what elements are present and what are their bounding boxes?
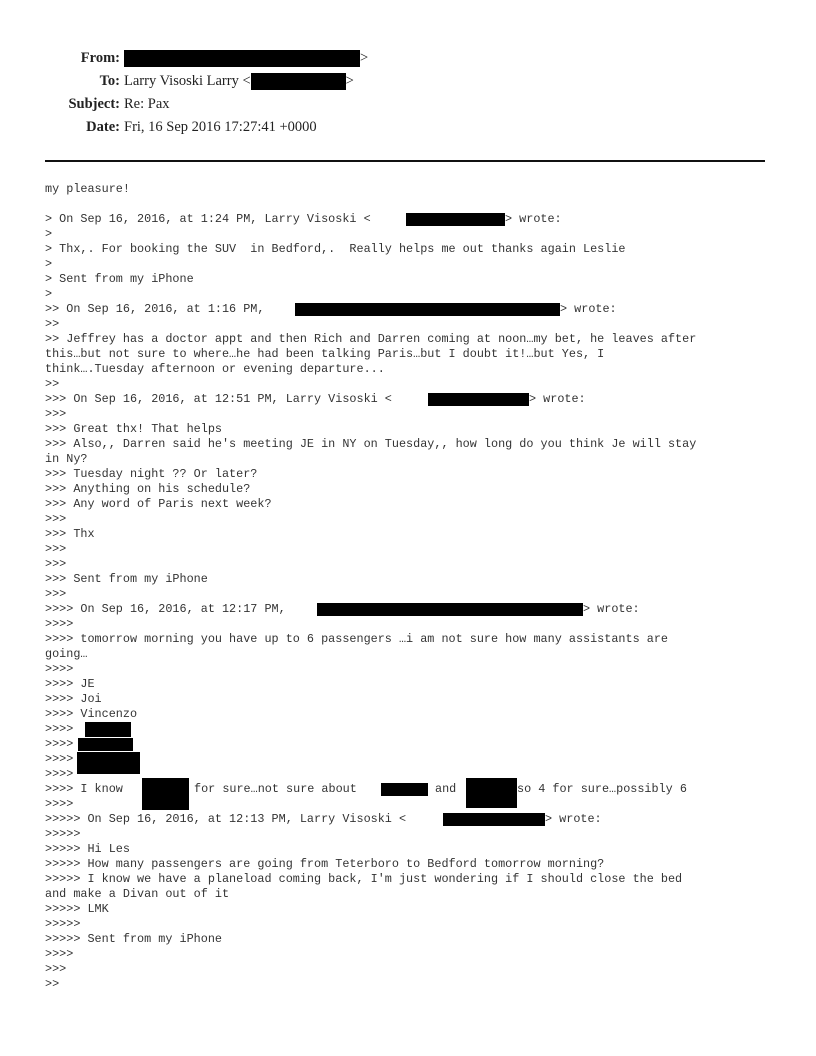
body-line [45, 542, 770, 557]
date-label: Date: [86, 119, 120, 135]
body-line [45, 632, 770, 647]
body-line [45, 272, 770, 287]
body-line [45, 797, 770, 812]
body-line [45, 737, 770, 752]
line-text: >>>> Vincenzo [45, 707, 138, 721]
from-label: From: [80, 50, 120, 66]
line-text: >>>> JE [45, 677, 95, 691]
redaction-block [317, 603, 583, 616]
line-text: >>> Also,, Darren said he's meeting JE in NY on Tuesday,, how long do you think Je will stay [45, 437, 697, 451]
line-text: >>>>> Hi Les [45, 842, 130, 856]
body-line [45, 287, 770, 302]
line-text: >> [45, 977, 60, 991]
line-text: >>>> [45, 662, 74, 676]
body-line [45, 782, 770, 797]
line-text: > Thx,. For booking the SUV in Bedford,. Really helps me out thanks again Leslie [45, 242, 626, 256]
body-line [45, 182, 770, 197]
line-text: >>>> [45, 767, 74, 781]
body-line [45, 587, 770, 602]
body-line [45, 332, 770, 347]
body-line [45, 962, 770, 977]
body-line [45, 452, 770, 467]
email-body [45, 182, 770, 992]
line-text: >>> [45, 512, 67, 526]
body-line [45, 677, 770, 692]
body-line [45, 437, 770, 452]
line-text: >>> On Sep 16, 2016, at 12:51 PM, Larry Visoski < [45, 392, 392, 406]
line-text: going… [45, 647, 88, 661]
line-text: >>>>> Sent from my iPhone [45, 932, 222, 946]
body-line [45, 317, 770, 332]
body-line [45, 617, 770, 632]
redaction-block [78, 738, 133, 751]
line-text: >> [45, 317, 60, 331]
line-text: think….Tuesday afternoon or evening departure... [45, 362, 385, 376]
line-text: >> Jeffrey has a doctor appt and then Rich and Darren coming at noon…my bet, he leaves after [45, 332, 697, 346]
body-line [45, 197, 770, 212]
body-line [45, 947, 770, 962]
line-text: >>> Great thx! That helps [45, 422, 222, 436]
body-line [45, 662, 770, 677]
redaction-block [443, 813, 545, 826]
line-text: > wrote: [583, 602, 640, 616]
redaction-block [295, 303, 560, 316]
body-line [45, 422, 770, 437]
redaction-block [85, 722, 131, 737]
line-text: and [435, 782, 457, 796]
redaction-block [251, 73, 346, 90]
body-line [45, 902, 770, 917]
line-text: >>>> Joi [45, 692, 102, 706]
line-text: > wrote: [505, 212, 562, 226]
body-line [45, 827, 770, 842]
redaction-block [406, 213, 505, 226]
body-line [45, 602, 770, 617]
line-text: >>> Tuesday night ?? Or later? [45, 467, 258, 481]
body-line [45, 512, 770, 527]
body-line [45, 692, 770, 707]
line-text: my pleasure! [45, 182, 130, 196]
body-line [45, 257, 770, 272]
line-text: > Sent from my iPhone [45, 272, 194, 286]
date-value: Fri, 16 Sep 2016 17:27:41 +0000 [124, 119, 317, 135]
body-line [45, 242, 770, 257]
line-text: >> On Sep 16, 2016, at 1:16 PM, [45, 302, 265, 316]
body-line [45, 812, 770, 827]
body-line [45, 977, 770, 992]
line-text: >>>> [45, 797, 74, 811]
line-text: >> [45, 377, 60, 391]
body-line [45, 527, 770, 542]
redaction-block [428, 393, 529, 406]
from-value [124, 50, 368, 67]
line-text: >>> Anything on his schedule? [45, 482, 251, 496]
body-line [45, 917, 770, 932]
line-text: > wrote: [529, 392, 586, 406]
body-line [45, 212, 770, 227]
line-text: > [45, 227, 53, 241]
redaction-block [124, 50, 360, 67]
body-line [45, 752, 770, 767]
line-text: > wrote: [560, 302, 617, 316]
subject-label: Subject: [68, 96, 120, 112]
line-text: >>>> [45, 752, 74, 766]
line-text: >>>>> On Sep 16, 2016, at 12:13 PM, Larry Visoski < [45, 812, 407, 826]
line-text: for sure…not sure about [194, 782, 357, 796]
line-text: >>> Sent from my iPhone [45, 572, 208, 586]
body-line [45, 392, 770, 407]
body-line [45, 707, 770, 722]
body-line [45, 857, 770, 872]
line-text: >>> [45, 557, 67, 571]
line-text: >>>> [45, 947, 74, 961]
to-tail: > [345, 73, 354, 89]
to-value [124, 73, 354, 90]
line-text: >>>>> LMK [45, 902, 109, 916]
body-line [45, 407, 770, 422]
line-text: >>>> On Sep 16, 2016, at 12:17 PM, [45, 602, 286, 616]
body-line [45, 467, 770, 482]
line-text: >>> Any word of Paris next week? [45, 497, 272, 511]
line-text: >>> Thx [45, 527, 95, 541]
body-line [45, 572, 770, 587]
body-line [45, 722, 770, 737]
line-text: >>>> [45, 617, 74, 631]
line-text: >>>> [45, 722, 74, 736]
body-line [45, 482, 770, 497]
body-line [45, 227, 770, 242]
body-line [45, 647, 770, 662]
body-line [45, 302, 770, 317]
body-line [45, 842, 770, 857]
line-text: >>> [45, 587, 67, 601]
body-line [45, 872, 770, 887]
to-label: To: [99, 73, 120, 89]
body-line [45, 377, 770, 392]
line-text: this…but not sure to where…he had been talking Paris…but I doubt it!…but Yes, I [45, 347, 605, 361]
line-text: and make a Divan out of it [45, 887, 230, 901]
line-text: >>> [45, 407, 67, 421]
line-text: >>>> [45, 737, 74, 751]
line-text: >>> [45, 542, 67, 556]
line-text: >>> [45, 962, 67, 976]
body-line [45, 347, 770, 362]
line-text: >>>> tomorrow morning you have up to 6 passengers …i am not sure how many assistants are [45, 632, 668, 646]
line-text: >>>>> [45, 827, 81, 841]
body-line [45, 932, 770, 947]
line-text: in Ny? [45, 452, 88, 466]
line-text: >>>> I know [45, 782, 123, 796]
body-line [45, 497, 770, 512]
line-text: > wrote: [545, 812, 602, 826]
line-text: >>>>> I know we have a planeload coming back, I'm just wondering if I should close the bed [45, 872, 683, 886]
body-line [45, 362, 770, 377]
line-text: >>>>> [45, 917, 81, 931]
line-text: so 4 for sure…possibly 6 [517, 782, 687, 796]
line-text: > [45, 257, 53, 271]
line-text: > [45, 287, 53, 301]
body-line [45, 557, 770, 572]
header-divider [45, 160, 765, 162]
to-name: Larry Visoski Larry < [124, 73, 251, 89]
line-text: >>>>> How many passengers are going from Teterboro to Bedford tomorrow morning? [45, 857, 605, 871]
line-text: > On Sep 16, 2016, at 1:24 PM, Larry Visoski < [45, 212, 371, 226]
subject-value: Re: Pax [124, 96, 170, 112]
redaction-block [381, 783, 428, 796]
from-tail: > [360, 50, 369, 66]
body-line [45, 887, 770, 902]
